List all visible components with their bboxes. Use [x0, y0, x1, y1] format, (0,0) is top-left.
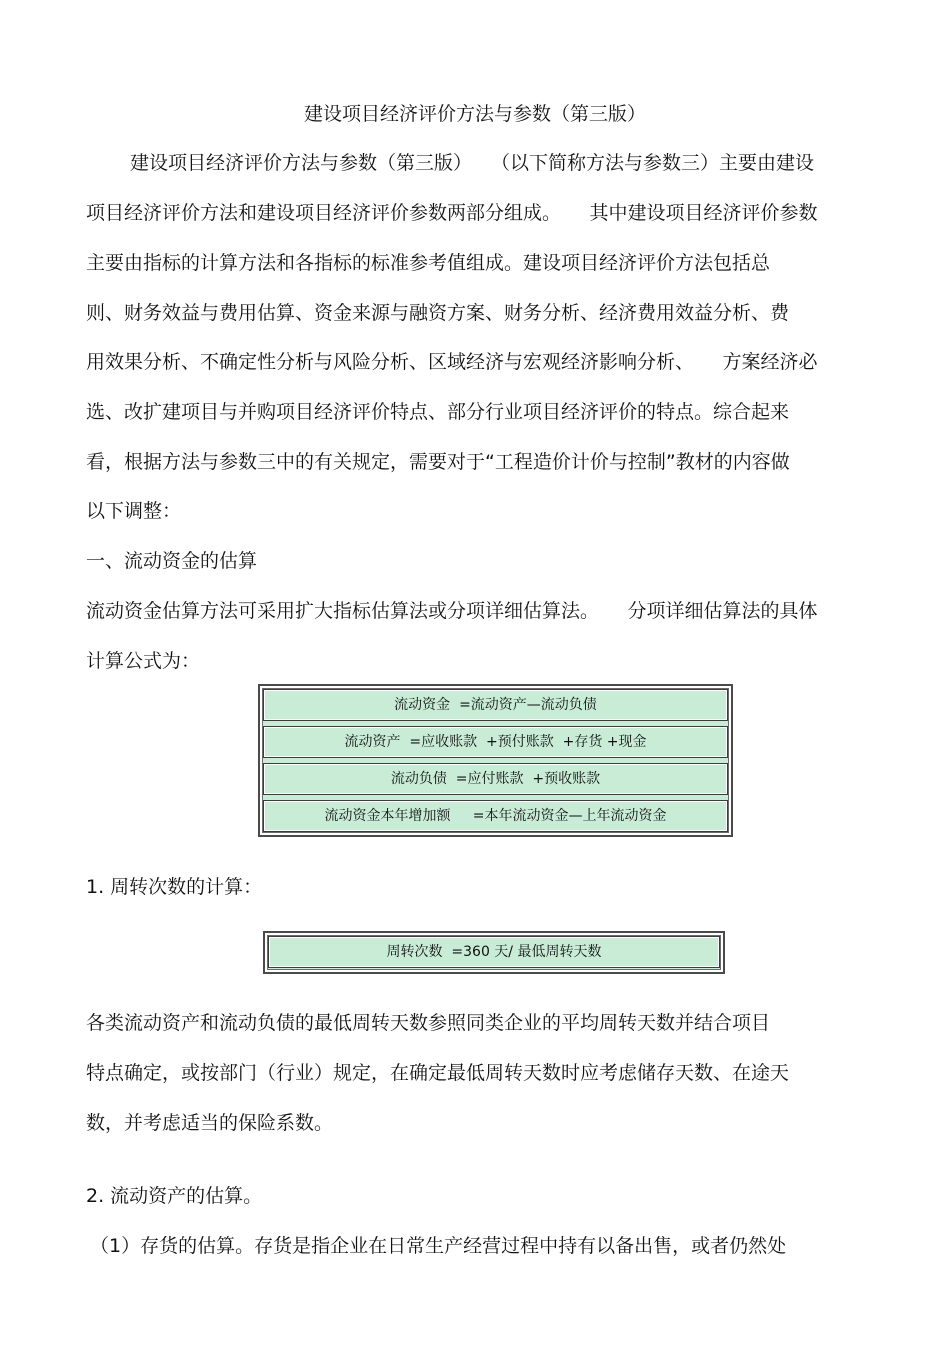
sub1-line-2: 特点确定，或按部门（行业）规定，在确定最低周转天数时应考虑储存天数、在途天: [86, 1062, 790, 1084]
intro-line-7: 看，根据方法与参数三中的有关规定，需要对于“工程造价计价与控制”教材的内容做: [86, 451, 790, 473]
turnover-formula-box: [263, 931, 725, 974]
sub2-line-1: （1）存货的估算。存货是指企业在日常生产经营过程中持有以备出售，或者仍然处: [90, 1235, 787, 1257]
formula-row-1: 流动资金 =流动资产—流动负债: [263, 689, 728, 721]
sub1-line-3: 数，并考虑适当的保险系数。: [86, 1112, 334, 1134]
intro-line-2: 项目经济评价方法和建设项目经济评价参数两部分组成。 其中建设项目经济评价参数: [86, 202, 818, 224]
working-capital-formula-box: [258, 684, 733, 837]
document-title: 建设项目经济评价方法与参数（第三版）: [303, 103, 646, 125]
sub2-heading: 2. 流动资产的估算。: [86, 1185, 263, 1207]
intro-line-1: 建设项目经济评价方法与参数（第三版） （以下简称方法与参数三）主要由建设: [130, 152, 815, 174]
sub1-heading: 1. 周转次数的计算：: [86, 876, 263, 898]
intro-line-8: 以下调整：: [86, 500, 182, 522]
intro-line-6: 选、改扩建项目与并购项目经济评价特点、部分行业项目经济评价的特点。综合起来: [86, 401, 790, 423]
section1-line-2: 计算公式为：: [86, 650, 201, 672]
turnover-formula-row: 周转次数 =360 天/ 最低周转天数: [268, 936, 720, 968]
intro-line-4: 则、财务效益与费用估算、资金来源与融资方案、财务分析、经济费用效益分析、费: [86, 302, 790, 324]
sub1-line-1: 各类流动资产和流动负债的最低周转天数参照同类企业的平均周转天数并结合项目: [86, 1012, 771, 1034]
formula-row-4: 流动资金本年增加额 =本年流动资金—上年流动资金: [263, 800, 728, 832]
formula-row-3: 流动负债 =应付账款 +预收账款: [263, 763, 728, 795]
section1-line-1: 流动资金估算方法可采用扩大指标估算法或分项详细估算法。 分项详细估算法的具体: [86, 600, 818, 622]
intro-line-5: 用效果分析、不确定性分析与风险分析、区域经济与宏观经济影响分析、 方案经济必: [86, 351, 818, 373]
formula-row-2: 流动资产 =应收账款 +预付账款 +存货 +现金: [263, 726, 728, 758]
intro-line-3: 主要由指标的计算方法和各指标的标准参考值组成。建设项目经济评价方法包括总: [86, 252, 771, 274]
section1-heading: 一、流动资金的估算: [86, 550, 258, 572]
